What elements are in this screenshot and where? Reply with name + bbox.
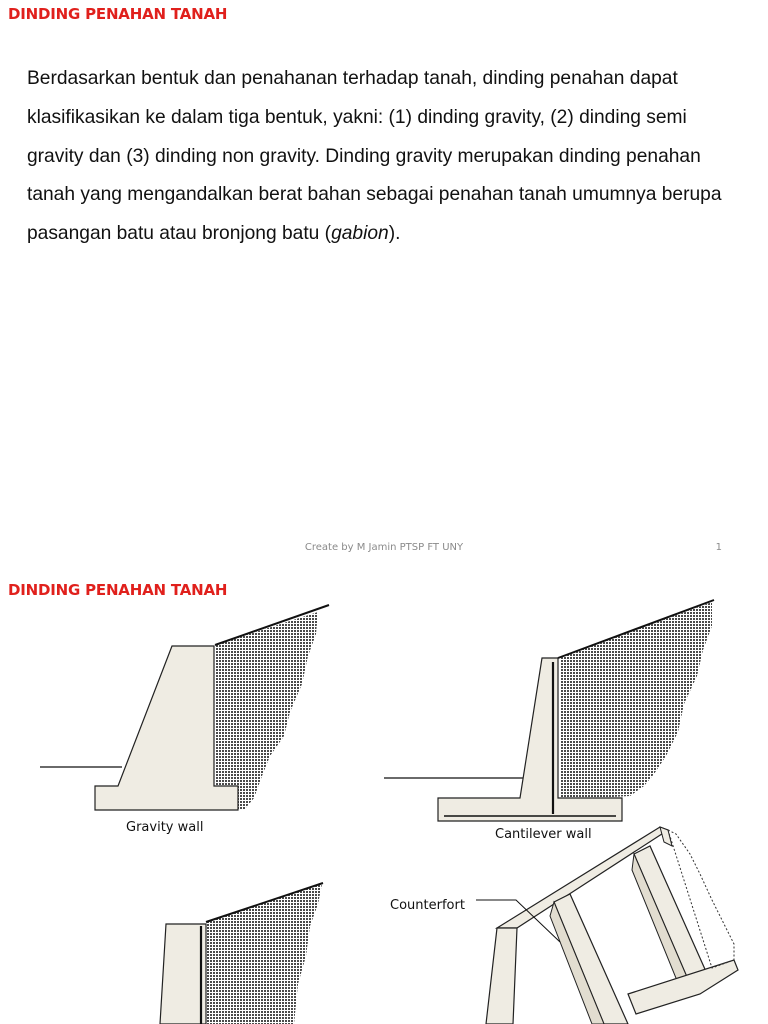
retaining-wall-diagram <box>0 564 768 1024</box>
counterfort-top-edge <box>660 827 672 846</box>
page-number: 1 <box>715 542 722 553</box>
gravity-wall-label: Gravity wall <box>126 820 204 835</box>
gravity-soil <box>215 612 318 810</box>
cantilever-wall-figure <box>384 600 714 842</box>
body-paragraph <box>27 60 727 254</box>
counterfort-label: Counterfort <box>390 898 465 913</box>
slide-title: DINDING PENAHAN TANAH <box>8 5 228 23</box>
lower-wall-figure <box>160 883 323 1024</box>
cantilever-soil <box>560 602 712 800</box>
lower-wall-body <box>160 924 206 1024</box>
slide-footer: Create by M Jamin PTSP FT UNY <box>304 542 464 553</box>
slide-title: DINDING PENAHAN TANAH <box>8 581 228 599</box>
counterfort-wall-figure <box>390 827 738 1024</box>
counterfort-front-face <box>486 928 517 1024</box>
paragraph-italic-term: gabion <box>331 223 389 245</box>
paragraph-text: Berdasarkan bentuk dan penahanan terhadap tanah, dinding penahan dapat klasifikasikan ke dalam tiga bentuk, yakni: (1) dinding gravity, (2) dinding semi gravity dan (3) dinding non gravity. Dinding gravity merupakan dinding penahan tanah yang mengandalkan berat bahan sebagai penahan tanah umumnya berupa pasangan batu atau bronjong batu ( <box>27 68 722 245</box>
slide-2 <box>0 564 768 1024</box>
paragraph-text-end: ). <box>388 223 401 245</box>
cantilever-wall-label: Cantilever wall <box>495 827 592 842</box>
gravity-wall-figure <box>40 605 329 835</box>
lower-soil <box>206 884 322 1024</box>
